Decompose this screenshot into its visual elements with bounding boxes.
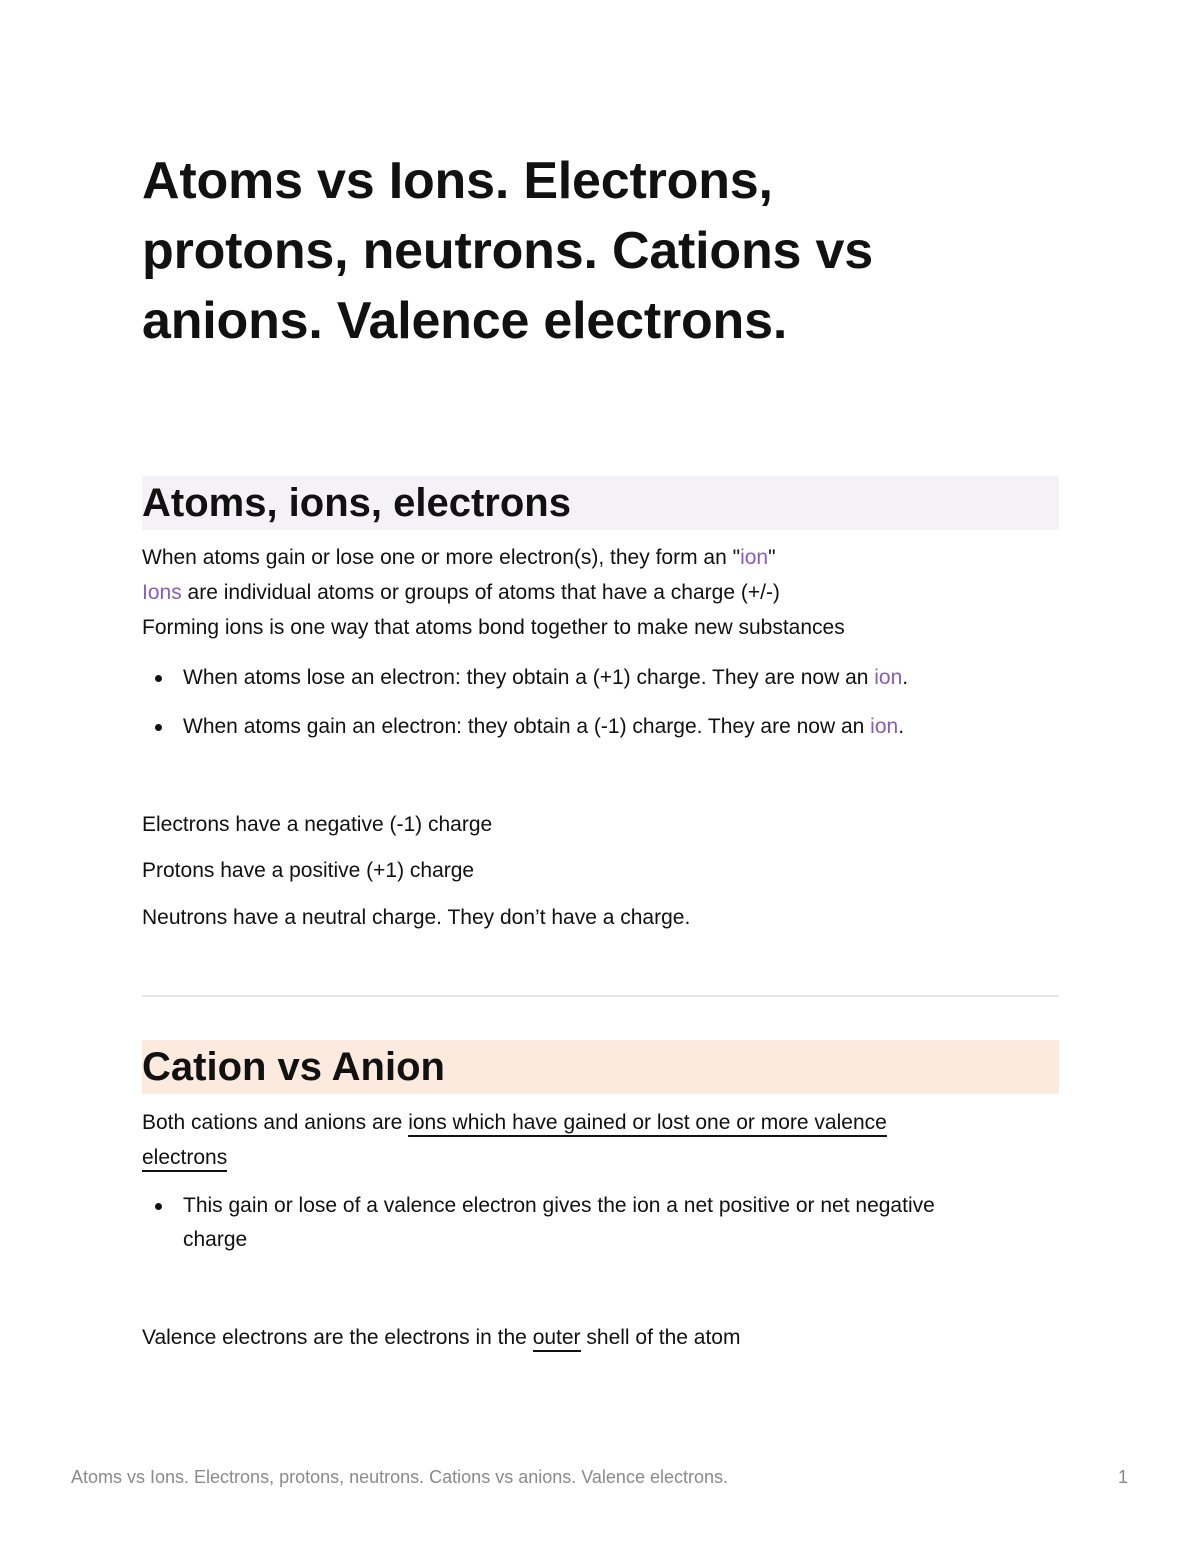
neutron-charge-line: Neutrons have a neutral charge. They don’t have a charge. — [142, 906, 691, 929]
ions-description-line: Ions are individual atoms or groups of atoms that have a charge (+/-) — [142, 581, 780, 604]
divider — [142, 995, 1059, 997]
valence-line: Valence electrons are the electrons in the outer shell of the atom — [142, 1324, 740, 1352]
page-title — [142, 146, 1042, 356]
bullet-icon — [155, 1203, 162, 1210]
cations-anions-line-continued — [142, 1144, 227, 1172]
bullet-icon — [155, 724, 162, 731]
proton-charge-line: Protons have a positive (+1) charge — [142, 859, 475, 882]
ions-term: Ions — [142, 581, 182, 604]
title-line-1: Atoms vs Ions. Electrons, — [142, 152, 773, 210]
ion-term: ion — [870, 715, 899, 738]
underlined-text: outer — [533, 1326, 581, 1352]
ion-definition-line: When atoms gain or lose one or more electron(s), they form an "ion" — [142, 546, 776, 569]
footer-title: Atoms vs Ions. Electrons, protons, neutrons. Cations vs anions. Valence electrons. — [71, 1467, 728, 1487]
bullet-icon — [155, 675, 162, 682]
section-heading-atoms: Atoms, ions, electrons — [142, 476, 1059, 530]
forming-ions-line: Forming ions is one way that atoms bond together to make new substances — [142, 616, 845, 639]
electron-charge-line: Electrons have a negative (-1) charge — [142, 813, 493, 836]
title-line-3: anions. Valence electrons. — [142, 292, 788, 350]
section-heading-cation-anion: Cation vs Anion — [142, 1040, 1059, 1094]
cations-anions-line: Both cations and anions are ions which have gained or lost one or more valence — [142, 1109, 887, 1137]
ion-term: ion — [874, 666, 903, 689]
underlined-text: ions which have gained or lost one or more valence — [408, 1111, 887, 1137]
title-line-2: protons, neutrons. Cations vs — [142, 222, 873, 280]
underlined-text: electrons — [142, 1146, 227, 1172]
page-number: 1 — [1118, 1467, 1129, 1487]
ion-term: ion — [740, 546, 769, 569]
